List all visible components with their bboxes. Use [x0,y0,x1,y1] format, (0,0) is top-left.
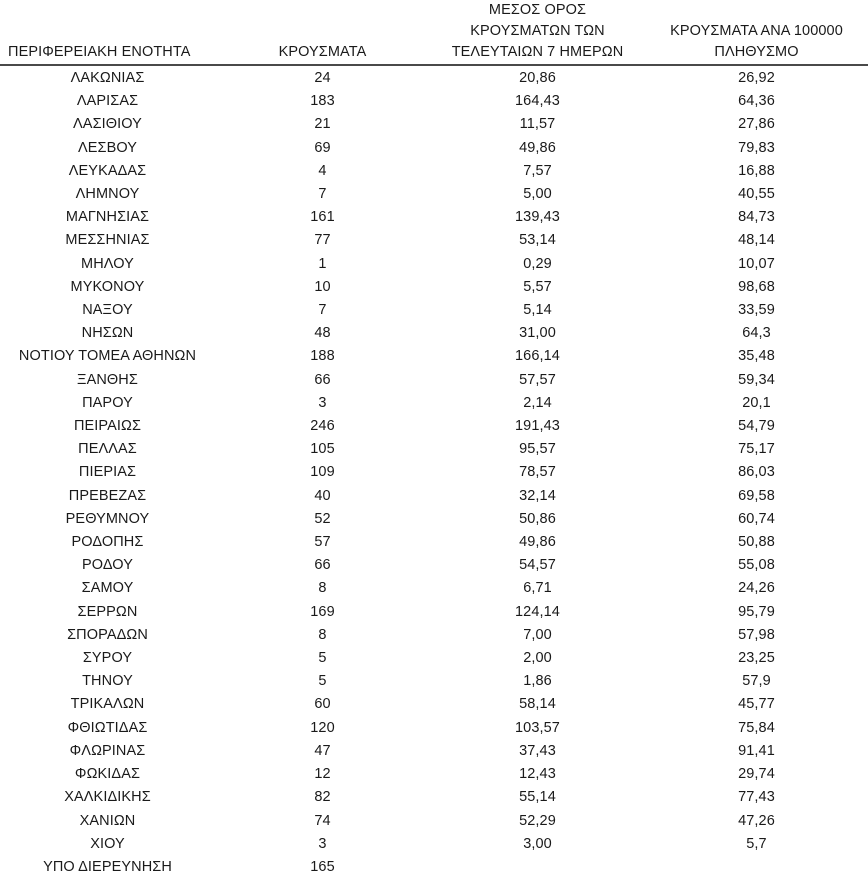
table-row [0,369,868,392]
cell-avg7: 52,29 [519,812,556,829]
table-row [0,183,868,206]
table-row [0,438,868,461]
table-row [0,577,868,600]
cell-per100k: 40,55 [738,186,775,203]
cell-per100k: 16,88 [738,162,775,179]
cell-region: ΦΛΩΡΙΝΑΣ [69,742,146,759]
cell-cases: 60 [314,696,331,713]
table-body [0,65,868,879]
cell-avg7: 191,43 [515,418,560,435]
cell-region: ΦΩΚΙΔΑΣ [74,766,141,783]
cell-per100k: 77,43 [738,789,775,806]
cell-cases: 8 [318,626,327,643]
cell-avg7: 1,86 [523,673,552,690]
cell-avg7: 7,00 [523,626,552,643]
cell-per100k: 50,88 [738,534,775,551]
table-row [0,113,868,136]
cell-per100k: 98,68 [738,278,775,295]
cell-avg7: 166,14 [515,348,560,365]
column-header-line: ΤΕΛΕΥΤΑΙΩΝ 7 ΗΜΕΡΩΝ [451,44,624,60]
cell-avg7: 0,29 [523,255,552,272]
table-row [0,740,868,763]
cell-avg7: 32,14 [519,487,556,504]
cell-avg7: 57,57 [519,371,556,388]
cell-cases: 246 [310,418,335,435]
column-header-line: ΚΡΟΥΣΜΑΤΑ ΑΝΑ 100000 [670,23,843,39]
cell-avg7: 31,00 [519,325,556,342]
table-row [0,253,868,276]
cell-cases: 3 [318,835,327,852]
cell-cases: 57 [314,534,331,551]
cell-avg7: 2,00 [523,650,552,667]
cell-cases: 77 [314,232,331,249]
table-row [0,160,868,183]
cell-region: ΥΠΟ ΔΙΕΡΕΥΝΗΣΗ [43,858,172,875]
table-row [0,345,868,368]
column-header-region [0,0,215,65]
table-row [0,276,868,299]
cell-cases: 21 [314,116,331,133]
cell-region: ΜΗΛΟΥ [81,255,134,272]
cell-cases: 66 [314,371,331,388]
cell-cases: 12 [314,766,331,783]
cell-avg7: 7,57 [523,162,552,179]
cell-avg7: 12,43 [519,766,556,783]
cell-avg7: 3,00 [523,835,552,852]
cell-avg7: 49,86 [519,139,556,156]
cell-avg7: 5,57 [523,278,552,295]
cell-region: ΛΕΥΚΑΔΑΣ [68,162,147,179]
cell-cases: 169 [310,603,335,620]
table-row [0,717,868,740]
table-header [0,0,868,65]
cell-avg7: 103,57 [515,719,560,736]
cell-region: ΛΕΣΒΟΥ [77,139,138,156]
table-row [0,392,868,415]
table-row [0,601,868,624]
column-header-line: ΜΕΣΟΣ ΟΡΟΣ [488,2,587,18]
cell-avg7: 124,14 [515,603,560,620]
table-row [0,229,868,252]
cell-per100k: 47,26 [738,812,775,829]
table-row [0,65,868,90]
cell-cases: 3 [318,394,327,411]
cell-per100k: 23,25 [738,650,775,667]
cell-cases: 7 [318,186,327,203]
cell-region: ΧΙΟΥ [90,835,125,852]
cell-cases: 165 [310,858,335,875]
cell-per100k: 59,34 [738,371,775,388]
cell-avg7: 6,71 [523,580,552,597]
cell-region: ΜΑΓΝΗΣΙΑΣ [65,209,150,226]
cell-cases: 74 [314,812,331,829]
table-row [0,485,868,508]
cell-avg7: 2,14 [523,394,552,411]
cell-avg7: 20,86 [519,70,556,86]
cell-per100k: 26,92 [738,70,775,86]
cell-cases: 161 [310,209,335,226]
cell-per100k: 55,08 [738,557,775,574]
cell-per100k: 57,98 [738,626,775,643]
table-row [0,693,868,716]
cell-per100k: 91,41 [738,742,775,759]
cell-region: ΡΟΔΟΥ [81,557,133,574]
cell-cases: 47 [314,742,331,759]
cell-cases: 7 [318,302,327,319]
column-header-per100k [645,0,868,65]
cell-region: ΡΟΔΟΠΗΣ [71,534,144,551]
cell-region: ΤΡΙΚΑΛΩΝ [70,696,145,713]
cell-per100k: 45,77 [738,696,775,713]
cell-per100k: 48,14 [738,232,775,249]
cell-cases: 1 [318,255,327,272]
cell-region: ΦΘΙΩΤΙΔΑΣ [67,719,148,736]
cell-per100k: 35,48 [738,348,775,365]
cell-region: ΠΙΕΡΙΑΣ [78,464,137,481]
cell-region: ΜΥΚΟΝΟΥ [70,278,145,295]
column-header-line: ΚΡΟΥΣΜΑΤΩΝ ΤΩΝ [470,23,605,39]
cell-cases: 66 [314,557,331,574]
cell-cases: 48 [314,325,331,342]
cell-avg7: 49,86 [519,534,556,551]
cell-per100k: 75,84 [738,719,775,736]
cell-region: ΛΑΣΙΘΙΟΥ [73,116,142,133]
cell-region: ΠΑΡΟΥ [82,394,133,411]
cell-per100k: 84,73 [738,209,775,226]
cell-per100k: 75,17 [738,441,775,458]
cell-avg7: 5,00 [523,186,552,203]
table-row [0,763,868,786]
cell-region: ΣΕΡΡΩΝ [77,603,138,620]
table-row [0,415,868,438]
cell-avg7: 54,57 [519,557,556,574]
table-row [0,624,868,647]
cell-avg7: 55,14 [519,789,556,806]
cell-cases: 105 [310,441,335,458]
cell-cases: 10 [314,278,331,295]
cell-region: ΞΑΝΘΗΣ [77,371,138,388]
cell-per100k: 64,36 [738,93,775,110]
column-header-avg7 [430,0,645,65]
cell-avg7: 50,86 [519,510,556,527]
column-header-cases [215,0,430,65]
cell-per100k: 10,07 [738,255,775,272]
cell-region: ΝΑΞΟΥ [82,302,133,319]
cell-cases: 69 [314,139,331,156]
cell-per100k: 60,74 [738,510,775,527]
cell-cases: 40 [314,487,331,504]
cell-cases: 5 [318,650,327,667]
table-row [0,810,868,833]
cell-cases: 109 [310,464,335,481]
cell-cases: 120 [310,719,335,736]
cell-region: ΠΡΕΒΕΖΑΣ [68,487,147,504]
cell-cases: 5 [318,673,327,690]
cell-per100k: 95,79 [738,603,775,620]
cell-region: ΛΑΡΙΣΑΣ [76,93,139,110]
cell-region: ΠΕΙΡΑΙΩΣ [73,418,142,435]
table-row [0,531,868,554]
cell-region: ΝΟΤΙΟΥ ΤΟΜΕΑ ΑΘΗΝΩΝ [18,348,197,365]
cell-avg7: 164,43 [515,93,560,110]
cell-per100k: 24,26 [738,580,775,597]
cell-cases: 188 [310,348,335,365]
cell-region: ΣΠΟΡΑΔΩΝ [67,626,148,643]
table-header-row [0,0,868,65]
cell-avg7: 11,57 [519,116,556,133]
table-row [0,322,868,345]
table-row [0,554,868,577]
cell-per100k: 64,3 [742,325,771,342]
cell-avg7: 5,14 [523,302,552,319]
cell-avg7: 37,43 [519,742,556,759]
column-header-line: ΚΡΟΥΣΜΑΤΑ [278,44,367,60]
cell-avg7: 78,57 [519,464,556,481]
cell-region: ΤΗΝΟΥ [82,673,133,690]
cell-cases: 183 [310,93,335,110]
cell-per100k: 79,83 [738,139,775,156]
cell-per100k [645,856,868,879]
cell-per100k: 20,1 [742,394,771,411]
cell-avg7: 95,57 [519,441,556,458]
cell-region: ΝΗΣΩΝ [81,325,134,342]
cell-region: ΣΑΜΟΥ [81,580,134,597]
cell-cases: 4 [318,162,327,179]
column-header-line: ΠΕΡΙΦΕΡΕΙΑΚΗ ΕΝΟΤΗΤΑ [8,44,191,60]
column-header-line: ΠΛΗΘΥΣΜΟ [714,44,799,60]
cell-avg7: 139,43 [515,209,560,226]
cell-region: ΧΑΝΙΩΝ [79,812,136,829]
table-row [0,647,868,670]
cell-avg7: 58,14 [519,696,556,713]
cell-per100k: 27,86 [738,116,775,133]
table-row [0,461,868,484]
table-row [0,833,868,856]
cell-per100k: 69,58 [738,487,775,504]
cell-per100k: 5,7 [746,835,767,852]
cell-avg7 [430,856,645,879]
cell-per100k: 57,9 [742,673,771,690]
table-row [0,206,868,229]
table-row [0,90,868,113]
cell-region: ΛΗΜΝΟΥ [75,186,140,203]
cell-cases: 52 [314,510,331,527]
cell-avg7: 53,14 [519,232,556,249]
table-row [0,670,868,693]
table-row [0,508,868,531]
cell-region: ΣΥΡΟΥ [82,650,133,667]
table-row [0,137,868,160]
table-row [0,299,868,322]
cell-region: ΠΕΛΛΑΣ [78,441,137,458]
table-row [0,786,868,809]
cell-per100k: 86,03 [738,464,775,481]
cell-region: ΜΕΣΣΗΝΙΑΣ [65,232,150,249]
cell-cases: 82 [314,789,331,806]
cell-region: ΡΕΘΥΜΝΟΥ [65,510,150,527]
cell-region: ΛΑΚΩΝΙΑΣ [70,70,145,86]
cell-cases: 8 [318,580,327,597]
table-row [0,856,868,879]
cell-cases: 24 [314,70,331,86]
cell-region: ΧΑΛΚΙΔΙΚΗΣ [64,789,151,806]
cell-per100k: 54,79 [738,418,775,435]
cell-per100k: 33,59 [738,302,775,319]
cell-per100k: 29,74 [738,766,775,783]
